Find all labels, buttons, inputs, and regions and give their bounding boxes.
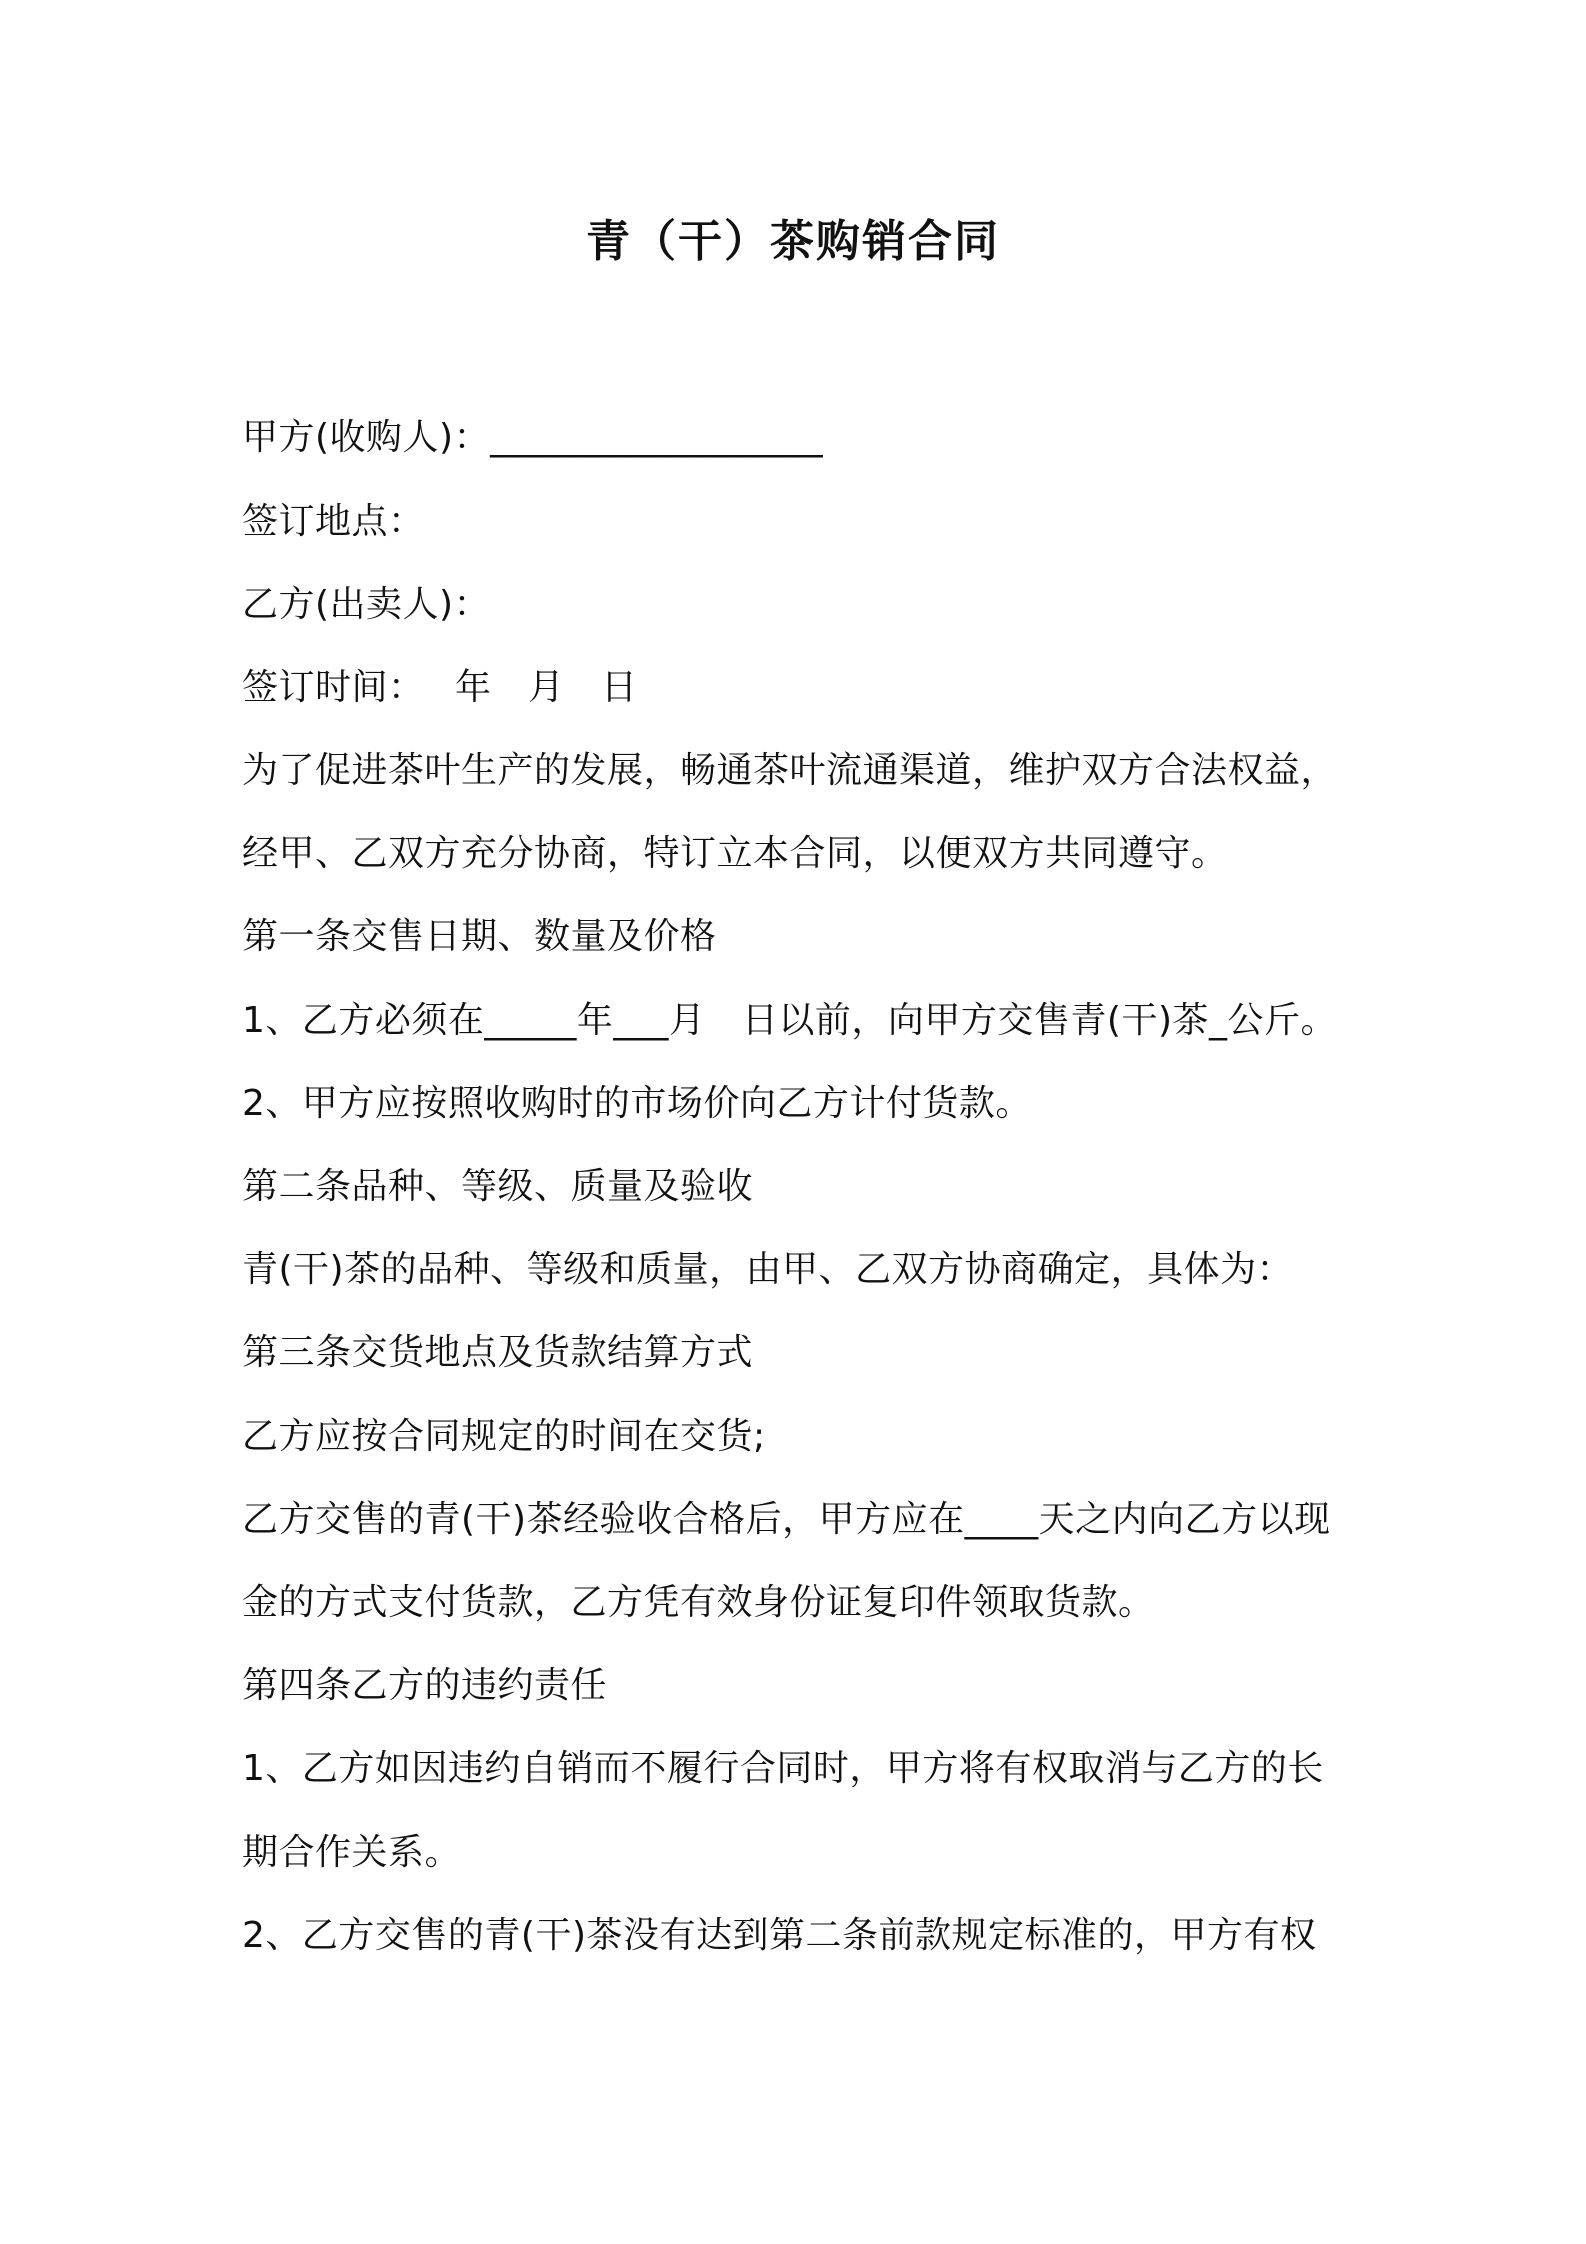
article-heading: 第一条交售日期、数量及价格 [242, 916, 717, 957]
document-title: 青（干）茶购销合同 [586, 216, 1000, 267]
party-b-line: 乙方(出卖人)： [242, 584, 491, 625]
clause-line: 乙方交售的青(干)茶经验收合格后，甲方应在____天之内向乙方以现 [242, 1499, 1331, 1540]
signing-date-line: 签订时间： 年 月 日 [242, 667, 638, 708]
clause-line: 乙方应按合同规定的时间在交货; [242, 1416, 766, 1457]
clause-line: 2、甲方应按照收购时的市场价向乙方计付货款。 [242, 1083, 1032, 1124]
clause-line: 1、乙方必须在_____年___月 日以前，向甲方交售青(干)茶_公斤。 [242, 1000, 1337, 1041]
clause-line: 1、乙方如因违约自销而不履行合同时，甲方将有权取消与乙方的长 [242, 1748, 1324, 1789]
preamble-line: 经甲、乙双方充分协商，特订立本合同，以便双方共同遵守。 [242, 833, 1228, 874]
article-heading: 第二条品种、等级、质量及验收 [242, 1166, 754, 1207]
clause-line: 金的方式支付货款，乙方凭有效身份证复印件领取货款。 [242, 1582, 1155, 1623]
article-heading: 第三条交货地点及货款结算方式 [242, 1332, 754, 1373]
party-a-line: 甲方(收购人)：__________________ [242, 417, 824, 458]
preamble-line: 为了促进茶叶生产的发展，畅通茶叶流通渠道，维护双方合法权益， [242, 750, 1338, 791]
clause-line: 2、乙方交售的青(干)茶没有达到第二条前款规定标准的，甲方有权 [242, 1915, 1317, 1956]
article-heading: 第四条乙方的违约责任 [242, 1665, 608, 1706]
signing-place-line: 签订地点： [242, 501, 425, 542]
clause-line: 青(干)茶的品种、等级和质量，由甲、乙双方协商确定，具体为： [242, 1249, 1294, 1290]
clause-line: 期合作关系。 [242, 1832, 462, 1873]
